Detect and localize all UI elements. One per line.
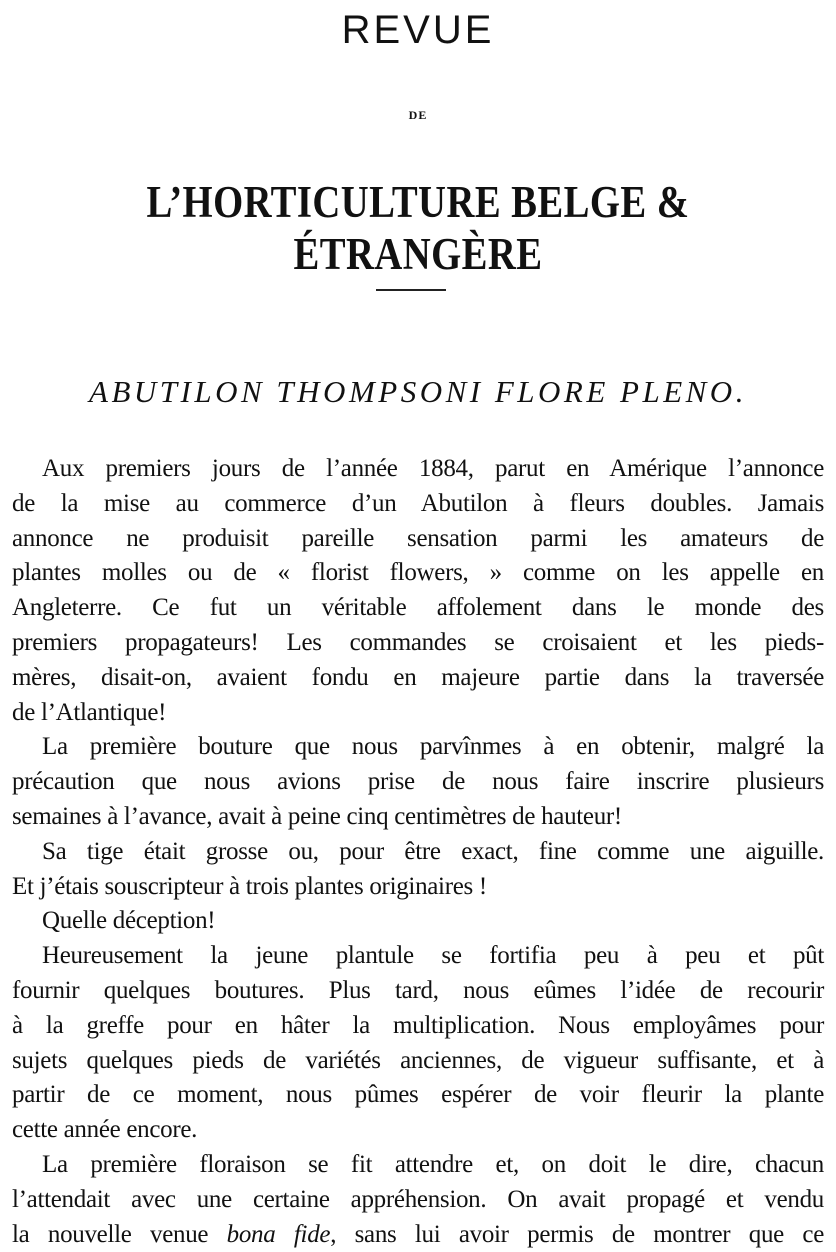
paragraph xyxy=(12,835,824,905)
italic-phrase: bona fide xyxy=(226,1220,331,1248)
text-line: fournir quelques boutures. Plus tard, nous eûmes l’idée de recourir xyxy=(12,976,824,1004)
text-line: premiers propagateurs! Les commandes se croisaient et les pieds- xyxy=(12,628,824,656)
text-line: mères, disait-on, avaient fondu en majeure partie dans la traversée xyxy=(12,663,824,691)
article-heading: ABUTILON THOMPSONI FLORE PLENO. xyxy=(89,374,747,409)
text-line: Aux premiers jours de l’année 1884, parut en Amérique l’annonce xyxy=(42,455,824,482)
text-segment: la nouvelle venue xyxy=(12,1220,227,1248)
text-line: partir de ce moment, nous pûmes espérer de voir fleurir la plante xyxy=(12,1081,824,1109)
text-line: à la greffe pour en hâter la multiplication. Nous employâmes pour xyxy=(12,1011,824,1039)
text-line: cette année encore. xyxy=(12,1116,198,1144)
text-line: Et j’étais souscripteur à trois plantes originaires ! xyxy=(12,872,487,900)
text-line: de la mise au commerce d’un Abutilon à fleurs doubles. Jamais xyxy=(12,489,824,517)
text-line xyxy=(12,1218,824,1252)
text-line: plantes molles ou de « florist flowers, » comme on les appelle en xyxy=(12,559,824,587)
text-line: sujets quelques pieds de variétés anciennes, de vigueur suffisante, et à xyxy=(12,1046,824,1074)
text-line: annonce ne produisit pareille sensation parmi les amateurs de xyxy=(12,524,824,552)
text-line: La première bouture que nous parvînmes à en obtenir, malgré la xyxy=(42,733,824,761)
paragraph xyxy=(12,730,824,834)
paragraph xyxy=(12,904,824,939)
text-line: de l’Atlantique! xyxy=(12,698,167,726)
divider-rule xyxy=(376,289,446,291)
text-line: semaines à l’avance, avait à peine cinq centimètres de hauteur! xyxy=(12,802,622,830)
text-line: précaution que nous avions prise de nous faire inscrire plusieurs xyxy=(12,768,824,796)
paragraph xyxy=(12,1148,824,1252)
text-line: Heureusement la jeune plantule se fortifia peu à peu et pût xyxy=(42,942,824,970)
text-segment: , sans lui avoir permis de montrer que ce xyxy=(330,1220,824,1248)
text-line: Sa tige était grosse ou, pour être exact, fine comme une aiguille. xyxy=(42,837,824,865)
article-body xyxy=(12,452,824,1252)
text-line: La première floraison se fit attendre et, on doit le dire, chacun xyxy=(42,1150,824,1178)
journal-name-revue: REVUE xyxy=(341,8,495,52)
journal-name-de: DE xyxy=(408,108,428,122)
paragraph xyxy=(12,452,824,730)
text-line: l’attendait avec une certaine appréhension. On avait propagé et vendu xyxy=(12,1185,824,1213)
text-line: Quelle déception! xyxy=(42,907,216,935)
journal-title: L’HORTICULTURE BELGE & ÉTRANGÈRE xyxy=(146,177,690,279)
paragraph xyxy=(12,939,824,1148)
text-line: Angleterre. Ce fut un véritable affolement dans le monde des xyxy=(12,594,824,622)
